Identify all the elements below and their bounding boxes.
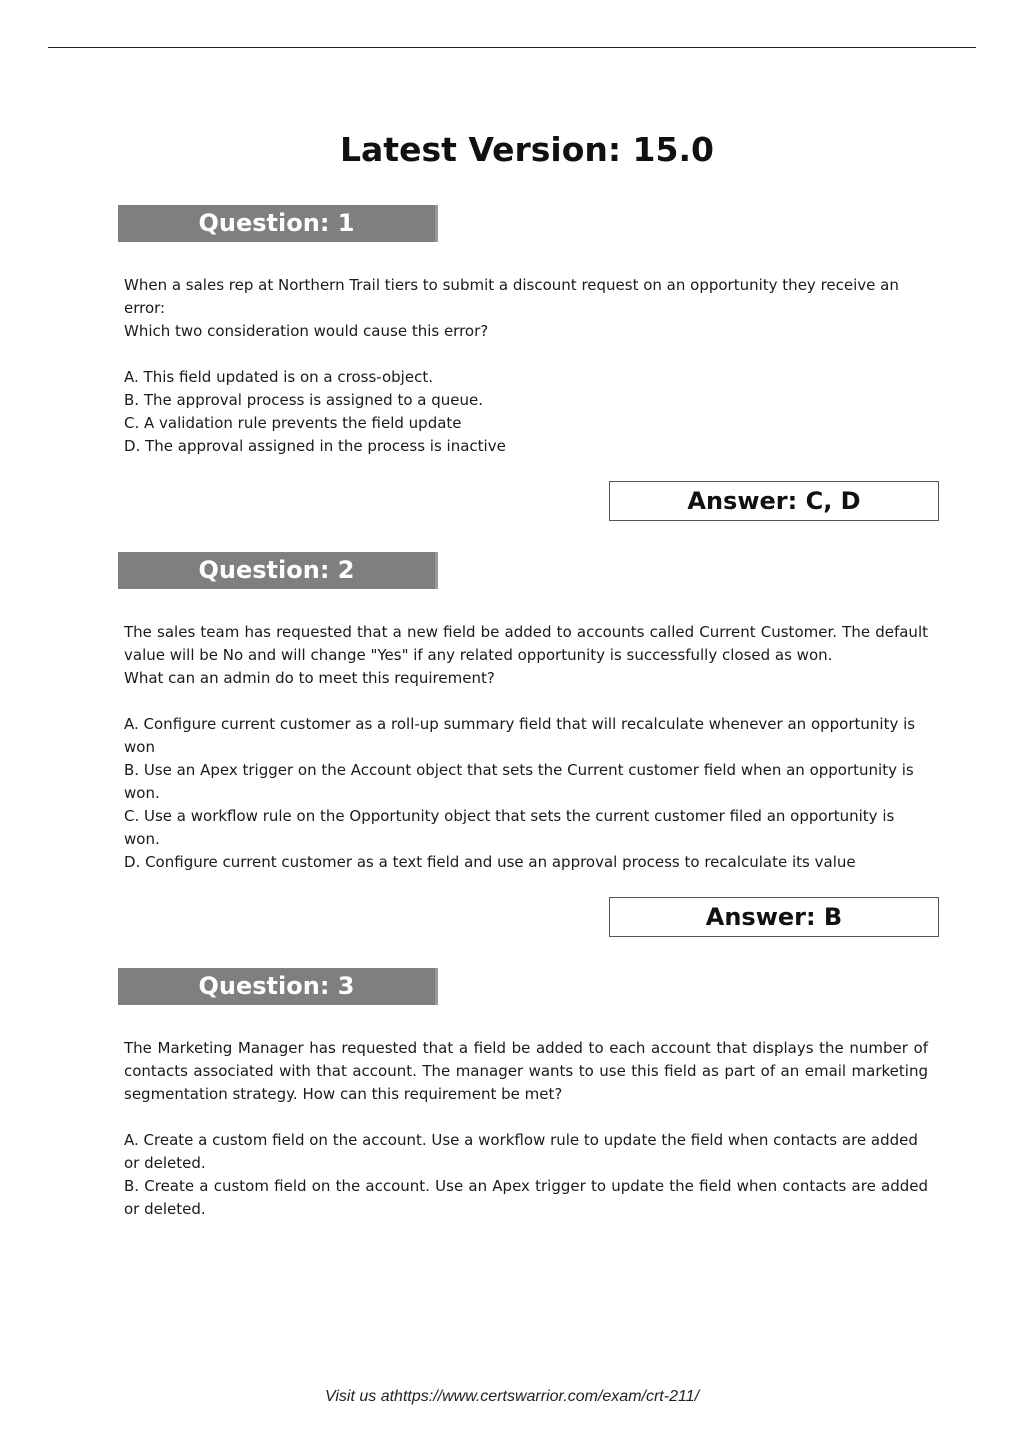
- question-1-option: C. A validation rule prevents the field update: [124, 414, 462, 432]
- question-1-header: Question: 1: [118, 205, 438, 242]
- question-1-stem: When a sales rep at Northern Trail tiers to submit a discount request on an opportunity they receive an error:: [124, 276, 899, 317]
- question-2-answer: Answer: B: [609, 897, 939, 937]
- question-2-stem: What can an admin do to meet this requirement?: [124, 669, 495, 687]
- question-2-body: [124, 621, 928, 874]
- top-rule: [48, 47, 976, 48]
- question-1-option: A. This field updated is on a cross-object.: [124, 368, 433, 386]
- question-2-option: A. Configure current customer as a roll-up summary field that will recalculate whenever an opportunity is won: [124, 715, 916, 756]
- question-3-option: B. Create a custom field on the account. Use an Apex trigger to update the field when contacts are added or deleted.: [124, 1177, 928, 1218]
- question-3-header: Question: 3: [118, 968, 438, 1005]
- question-3-stem: The Marketing Manager has requested that a field be added to each account that displays the number of contacts associated with that account. The manager wants to use this field as part of an email marketing segmentation strategy. How can this requirement be met?: [124, 1039, 928, 1103]
- question-2-option: B. Use an Apex trigger on the Account object that sets the Current customer field when an opportunity is won.: [124, 761, 914, 802]
- question-2-header: Question: 2: [118, 552, 438, 589]
- question-2-option: C. Use a workflow rule on the Opportunity object that sets the current customer filed an opportunity is won.: [124, 807, 895, 848]
- document-title: Latest Version: 15.0: [340, 130, 714, 169]
- question-3-body: [124, 1037, 928, 1221]
- footer-link-text[interactable]: Visit us athttps://www.certswarrior.com/exam/crt-211/: [324, 1388, 700, 1405]
- question-1-option: D. The approval assigned in the process is inactive: [124, 437, 506, 455]
- question-1-body: [124, 274, 928, 458]
- question-2-option: D. Configure current customer as a text field and use an approval process to recalculate its value: [124, 853, 856, 871]
- question-1-option: B. The approval process is assigned to a queue.: [124, 391, 483, 409]
- question-3-option: A. Create a custom field on the account. Use a workflow rule to update the field when contacts are added or deleted.: [124, 1131, 918, 1172]
- question-2-stem: The sales team has requested that a new field be added to accounts called Current Customer. The default value will be No and will change "Yes" if any related opportunity is successfully closed as won.: [124, 623, 928, 664]
- question-1-stem: Which two consideration would cause this error?: [124, 322, 489, 340]
- question-1-answer: Answer: C, D: [609, 481, 939, 521]
